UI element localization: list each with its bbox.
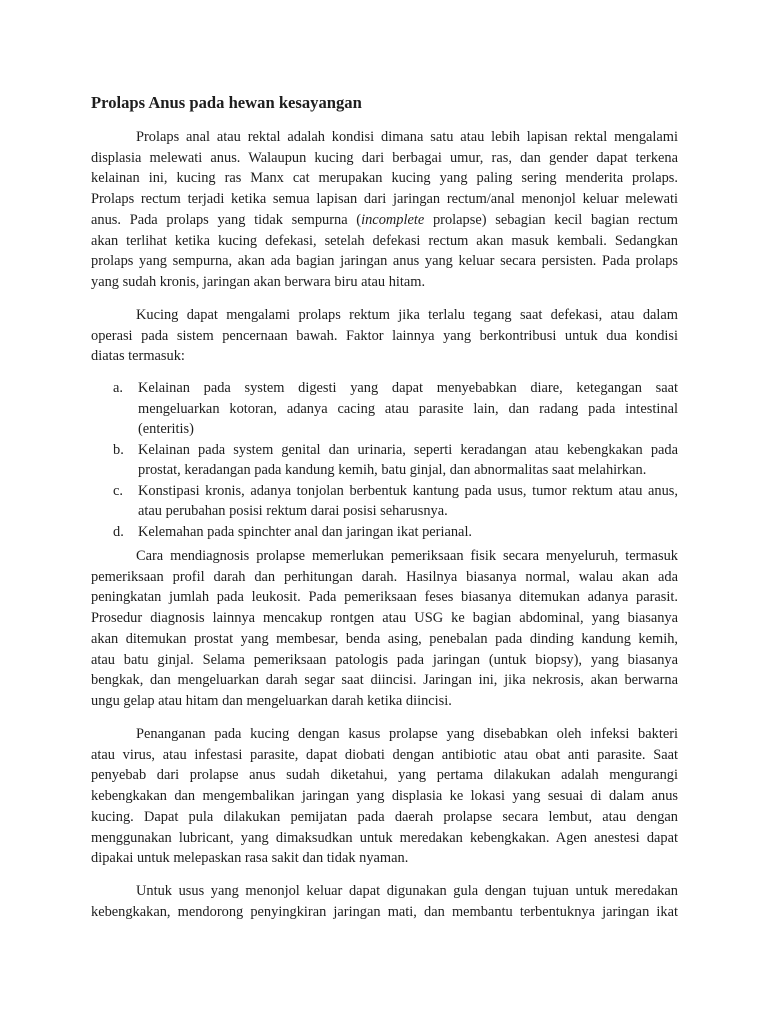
paragraph-line: Kucing dapat mengalami prolaps rektum jika terlalu tegang saat defekasi, atau dalam [136,307,678,323]
paragraph-line: akan ditemukan prostat yang membesar, benda asing, penebalan pada dinding kandung kemih, [91,630,678,647]
list-line: prostat, keradangan pada kandung kemih, batu ginjal, dan abnormalitas saat melahirkan. [138,462,647,478]
paragraph-line: displasia melewati anus. Walaupun kucing dari berbagai umur, ras, dan gender dapat terkena [91,149,678,166]
paragraph-line: kebengkakan, mendorong penyingkiran jaringan mati, dan membantu terbentuknya jaringan ikat [91,903,678,920]
paragraph-3 [91,546,678,712]
paragraph-line: yang sudah kronis, jaringan akan berwara biru atau hitam. [91,273,426,290]
list-marker: b. [113,441,124,458]
paragraph-line: penyebab dari prolapse anus sudah diketahui, yang pertama dilakukan adalah mengurangi [91,767,678,784]
paragraph-line: dipakai untuk melepaskan rasa sakit dan tidak nyaman. [91,850,409,867]
paragraph-line: operasi pada sistem pencernaan bawah. Faktor lainnya yang berkontribusi untuk dua kondisi [91,327,678,344]
paragraph-line: Prolaps anal atau rektal adalah kondisi dimana satu atau lebih lapisan rektal mengalami [136,129,678,145]
paragraph-line: atau virus, atau infestasi parasite, dapat diobati dengan antibiotic atau obat anti parasite. Saat [91,746,678,763]
paragraph-line: Untuk usus yang menonjol keluar dapat digunakan gula dengan tujuan untuk meredakan [136,883,678,899]
list-line: Konstipasi kronis, adanya tonjolan berbentuk kantung pada usus, tumor rektum atau anus, [138,482,678,499]
factor-list [91,378,678,542]
paragraph-1 [91,127,678,293]
paragraph-5 [91,881,678,922]
paragraph-line: Cara mendiagnosis prolapse memerlukan pemeriksaan fisik secara menyeluruh, termasuk [136,548,678,564]
list-item [91,378,678,440]
paragraph-line: anus. Pada prolaps yang tidak sempurna (incomplete prolapse) sebagian kecil bagian rectum [91,211,679,228]
paragraph-line: ungu gelap atau hitam dan mengeluarkan darah ketika diincisi. [91,692,452,709]
paragraph-line: bengkak, dan mengeluarkan darah segar saat diincisi. Jaringan ini, jika nekrosis, akan berwarna [91,672,678,689]
paragraph-line: diatas termasuk: [91,348,185,365]
list-marker: d. [113,523,124,540]
list-line: Kelemahan pada spinchter anal dan jaringan ikat perianal. [138,523,473,540]
paragraph-line: kucing. Dapat pula dilakukan pemijatan pada daerah prolapse secara lembut, atau dengan [91,808,678,825]
list-marker: a. [113,380,123,396]
list-line: (enteritis) [138,421,194,437]
paragraph-line: Penanganan pada kucing dengan kasus prolapse yang disebabkan oleh infeksi bakteri [136,726,678,742]
list-line: Kelainan pada system digesti yang dapat menyebabkan diare, ketegangan saat [138,380,678,396]
emphasis-term: incomplete [361,211,425,228]
paragraph-2 [91,305,678,367]
paragraph-line: kebengkakan dan mengembalikan jaringan yang displasia ke lokasi yang sesuai di dalam anus [91,788,678,805]
paragraph-line: Prosedur diagnosis lainnya mencakup rontgen atau USG ke bagian abdominal, yang biasanya [91,610,678,627]
paragraph-line: pemeriksaan profil darah dan perhitungan darah. Hasilnya biasanya normal, walau akan ada [91,568,678,585]
list-item [91,481,678,522]
list-line: atau perubahan posisi rektum darai posisi seharusnya. [138,503,448,519]
list-item [91,522,678,543]
paragraph-4 [91,724,678,869]
list-item [91,440,678,481]
paragraph-line: peningkatan jumlah pada leukosit. Pada pemeriksaan feses biasanya ditemukan adanya parasit. [91,589,678,606]
paragraph-line: akan terlihat ketika kucing defekasi, setelah defekasi rectum akan masuk kembali. Sedangkan [91,232,678,249]
paragraph-line: atau batu ginjal. Selama pemeriksaan patologis pada jaringan (untuk biopsy), yang biasanya [91,651,678,668]
list-line: mengeluarkan kotoran, adanya cacing atau parasite lain, dan radang pada intestinal [138,400,678,417]
paragraph-line: menggunakan lubricant, yang dimaksudkan untuk meredakan kebengkakan. Agen anestesi dapat [91,829,678,846]
paragraph-line: prolaps yang sempurna, akan ada bagian jaringan anus yang keluar secara persisten. Pada prolaps [91,253,678,270]
list-marker: c. [113,482,123,499]
paragraph-line: kelainan ini, kucing ras Manx cat merupakan kucing yang paling sering menderita prolaps. [91,170,678,187]
paragraph-line: Prolaps rectum terjadi ketika semua lapisan dari jaringan rectum/anal menonjol keluar melewati [91,191,678,208]
document-title: Prolaps Anus pada hewan kesayangan [91,93,362,112]
list-line: Kelainan pada system genital dan urinaria, seperti keradangan atau kebengkakan pada [138,441,678,458]
